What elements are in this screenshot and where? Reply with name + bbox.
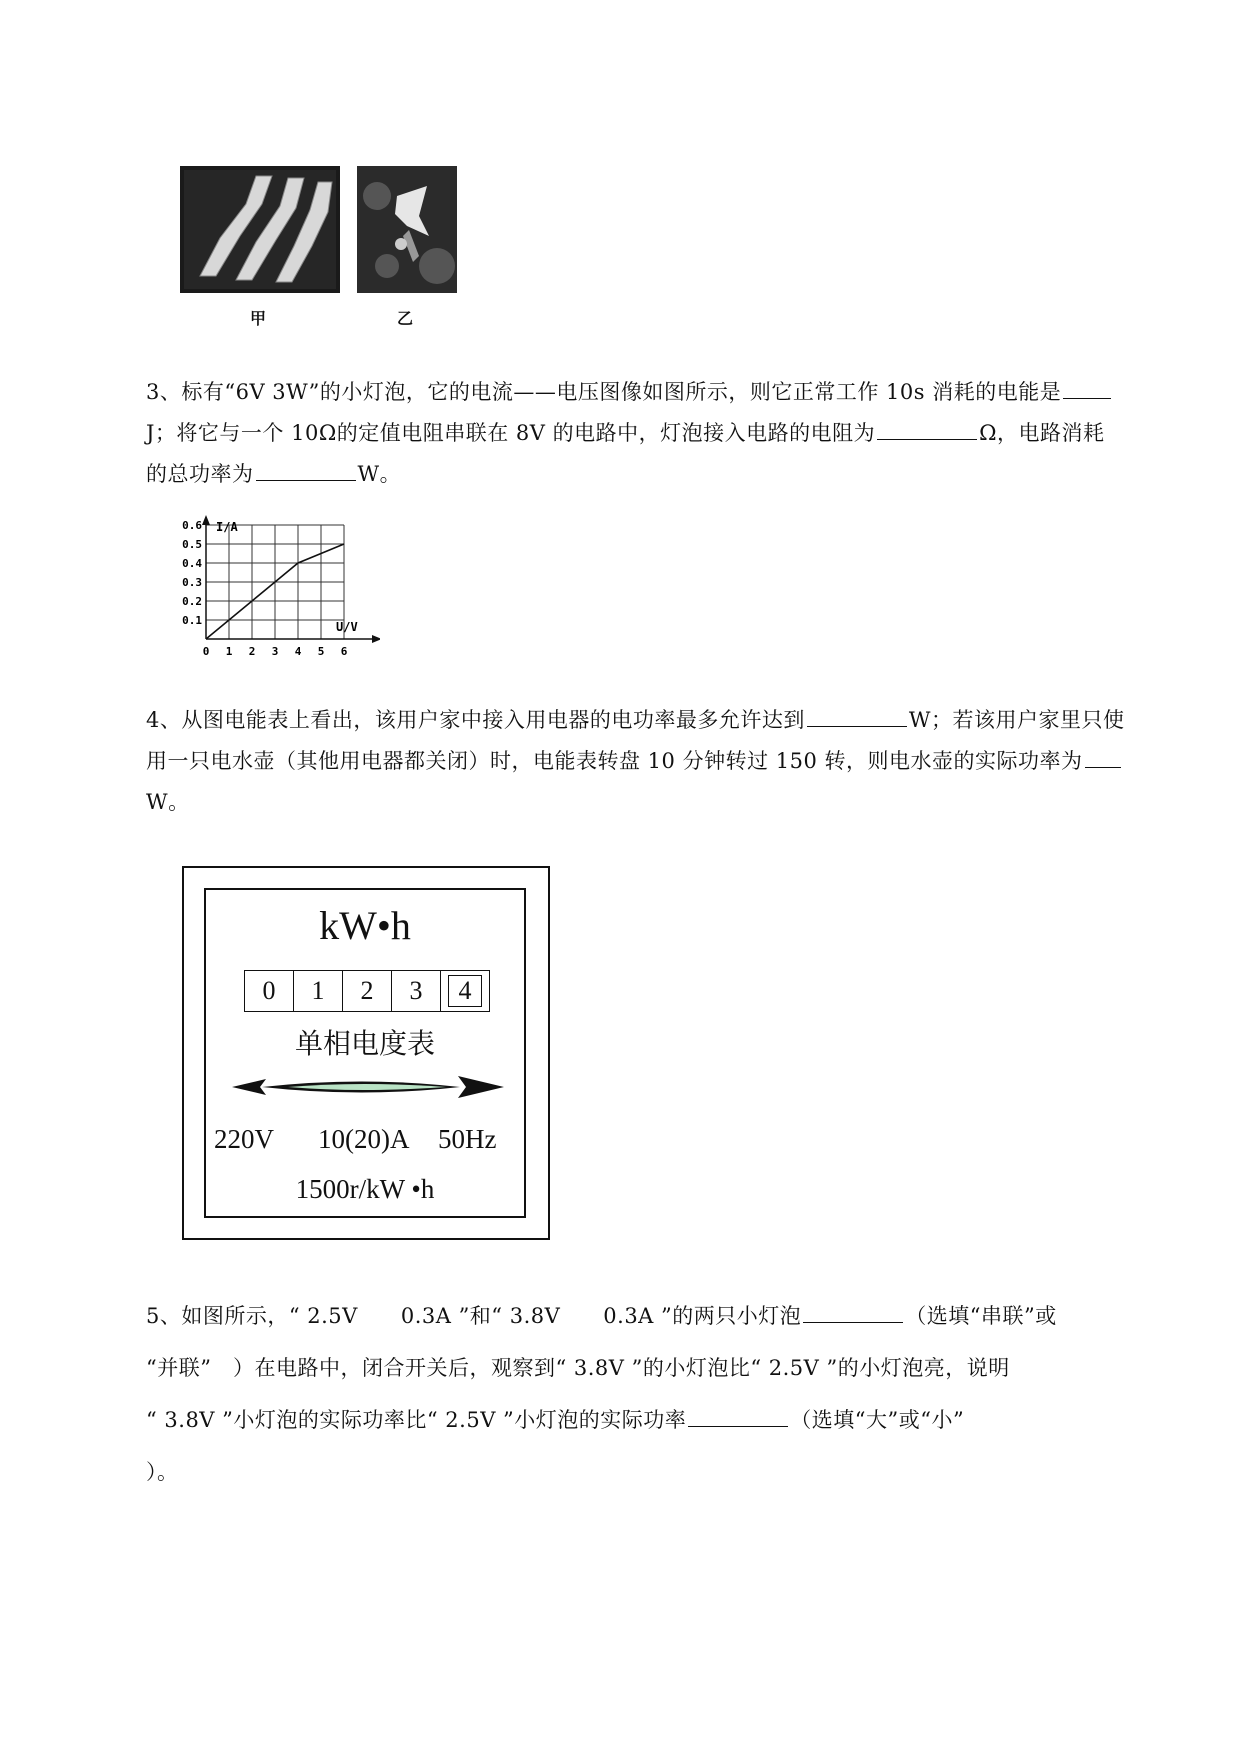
question-5-line-3: “ 3.8V ”小灯泡的实际功率比“ 2.5V ”小灯泡的实际功率 （选填“大”或“小” xyxy=(146,1394,1148,1446)
meter-constant: 1500r/kW •h xyxy=(295,1174,435,1204)
question-5-line-1: 5、如图所示，“ 2.5V 0.3A ”和“ 3.8V 0.3A ”的两只小灯泡 （选填“串联”或 xyxy=(146,1290,1148,1342)
y-tick-label: 0.2 xyxy=(182,595,202,608)
x-tick-label: 6 xyxy=(340,645,348,658)
question-4-line-3: W。 xyxy=(146,790,190,814)
question-3-line-3: 的总功率为 W。 xyxy=(146,454,1148,495)
caption-jia: 甲 xyxy=(250,309,267,328)
meter-digit-counter xyxy=(244,970,490,1012)
answer-blank-connection[interactable] xyxy=(803,1298,903,1323)
y-tick-label: 0.3 xyxy=(182,576,202,589)
question-4-line-1: 4、从图电能表上看出，该用户家中接入用电器的电功率最多允许达到 W；若该用户家里只使 xyxy=(146,700,1148,741)
question-5 xyxy=(146,1290,1148,1498)
meter-frequency: 50Hz xyxy=(438,1124,497,1154)
answer-blank-total-power[interactable] xyxy=(256,456,356,481)
question-3 xyxy=(146,372,1148,495)
question-5-line-4: ）。 xyxy=(146,1460,179,1484)
question-3-line-2: J；将它与一个 10Ω的定值电阻串联在 8V 的电路中，灯泡接入电路的电阻为 Ω，电路消耗 xyxy=(146,413,1148,454)
question-3-line-1: 3、标有“6V 3W”的小灯泡，它的电流——电压图像如图所示，则它正常工作 10s 消耗的电能是 xyxy=(146,372,1148,413)
x-axis-arrow-icon xyxy=(372,635,380,643)
y-tick-label: 0.6 xyxy=(182,519,202,532)
y-tick-label: 0.5 xyxy=(182,538,202,551)
x-tick-label: 0 xyxy=(202,645,210,658)
answer-blank-comparison[interactable] xyxy=(688,1402,788,1427)
caption-yi: 乙 xyxy=(397,309,414,328)
meter-digit: 2 xyxy=(343,971,392,1011)
meter-digit: 3 xyxy=(392,971,441,1011)
answer-blank-kettle-power[interactable] xyxy=(1085,743,1121,768)
question-4 xyxy=(146,700,1148,823)
question-5-line-2: “并联” ）在电路中，闭合开关后，观察到“ 3.8V ”的小灯泡比“ 2.5V ”的小灯泡亮，说明 xyxy=(146,1356,1010,1380)
y-axis-label: I/A xyxy=(216,520,238,534)
meter-digit-decimal-cell xyxy=(441,971,489,1011)
question-4-line-2: 用一只电水壶（其他用电器都关闭）时，电能表转盘 10 分钟转过 150 转，则电水壶的实际功率为 xyxy=(146,741,1148,782)
answer-blank-max-power[interactable] xyxy=(807,702,907,727)
answer-blank-energy[interactable] xyxy=(1063,374,1111,399)
photo-yi xyxy=(357,166,457,293)
x-tick-label: 1 xyxy=(225,645,233,658)
y-tick-label: 0.4 xyxy=(182,557,202,570)
meter-digit: 1 xyxy=(294,971,343,1011)
meter-inner-frame xyxy=(204,888,526,1218)
meter-arrow-icon xyxy=(232,1072,504,1102)
x-tick-label: 3 xyxy=(271,645,279,658)
x-tick-label: 5 xyxy=(317,645,325,658)
answer-blank-resistance[interactable] xyxy=(877,415,977,440)
meter-voltage: 220V xyxy=(214,1124,274,1154)
x-tick-label: 4 xyxy=(294,645,302,658)
y-axis-arrow-icon xyxy=(202,515,210,525)
meter-current: 10(20)A xyxy=(318,1124,410,1154)
x-tick-label: 2 xyxy=(248,645,256,658)
electric-meter xyxy=(182,866,550,1240)
meter-unit: kW•h xyxy=(319,903,411,948)
meter-name: 单相电度表 xyxy=(294,1027,435,1060)
photo-jia xyxy=(180,166,340,293)
current-voltage-chart xyxy=(170,515,380,675)
meter-digit: 4 xyxy=(448,975,482,1007)
x-axis-label: U/V xyxy=(336,620,358,634)
meter-digit: 0 xyxy=(245,971,294,1011)
y-tick-label: 0.1 xyxy=(182,614,202,627)
